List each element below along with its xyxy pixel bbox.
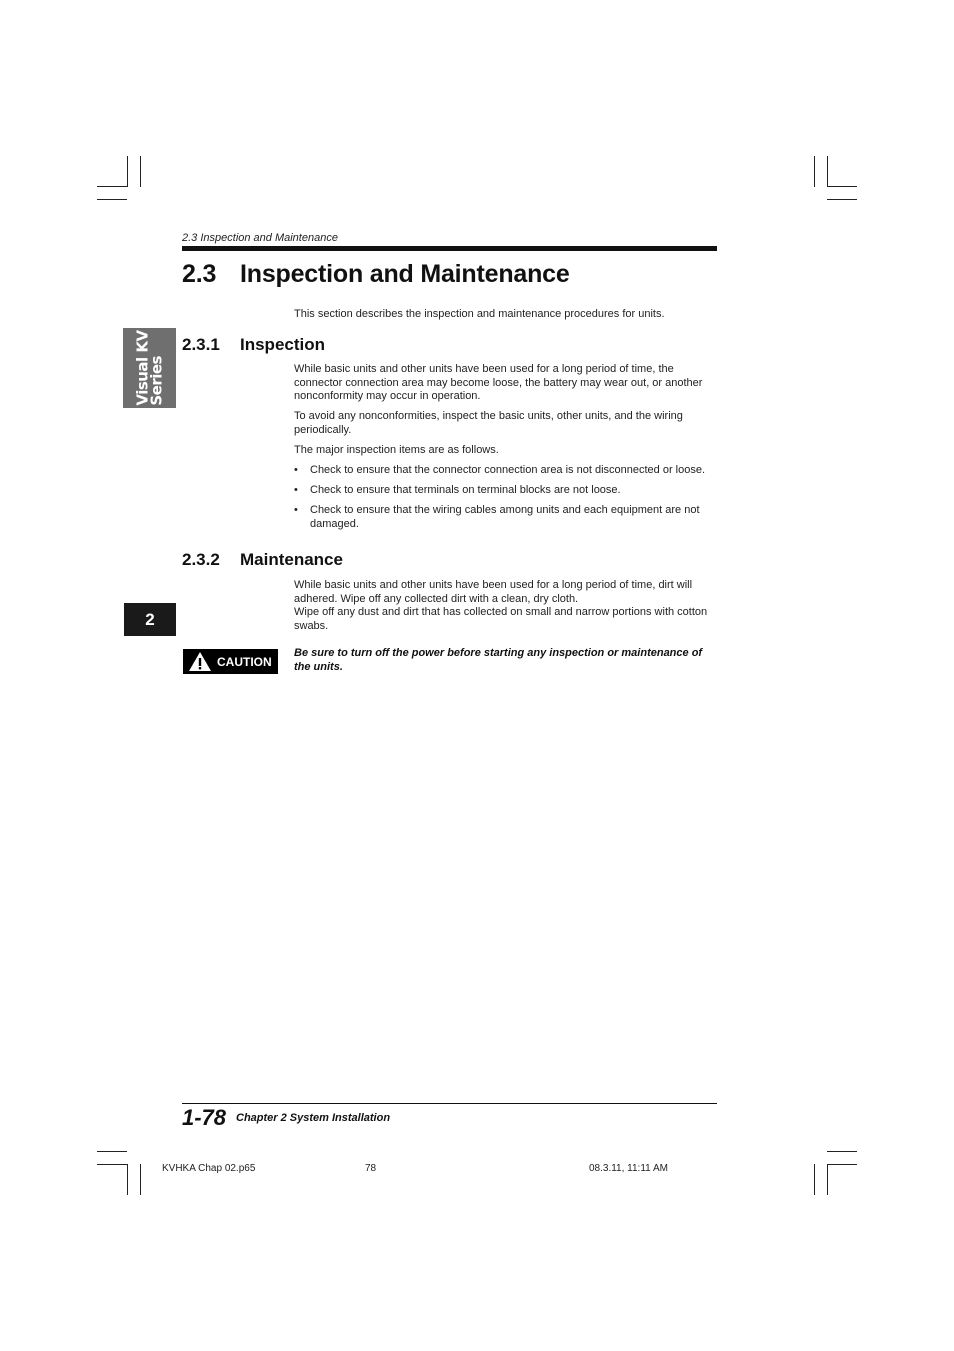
chapter-label: Chapter 2 System Installation: [236, 1112, 391, 1124]
caution-text: Be sure to turn off the power before starting any inspection or maintenance of the units.: [294, 647, 703, 673]
intro-text: This section describes the inspection and maintenance procedures for units.: [294, 308, 665, 320]
bullet-icon: •: [294, 484, 298, 496]
running-head: 2.3 Inspection and Maintenance: [182, 232, 338, 244]
caution-badge: [183, 649, 278, 674]
caution-label: CAUTION: [217, 654, 272, 669]
slug-page: 78: [365, 1163, 377, 1174]
slug-filename: KVHKA Chap 02.p65: [162, 1163, 256, 1174]
side-tab-label: Visual KV Series: [133, 330, 166, 406]
warning-icon: [188, 651, 212, 672]
footer-rule: [182, 1103, 717, 1104]
bullet-icon: •: [294, 504, 298, 516]
header-rule: [182, 246, 717, 251]
section-number: 2.3: [182, 260, 217, 288]
bullet-icon: •: [294, 464, 298, 476]
inspection-paragraph: To avoid any nonconformities, inspect the basic units, other units, and the wiring periodically.: [294, 410, 683, 436]
inspection-paragraph: The major inspection items are as follows.: [294, 444, 499, 456]
list-item: • Check to ensure that terminals on terminal blocks are not loose.: [294, 484, 621, 496]
page-number: 1-78: [182, 1105, 227, 1130]
maintenance-paragraph: While basic units and other units have been used for a long period of time, dirt will adhered. Wipe off any collected dirt with a clean, dry cloth. Wipe off any dust and dirt that has collected on small and narrow portions with cotton swabs.: [294, 579, 708, 632]
inspection-paragraph: While basic units and other units have been used for a long period of time, the connector connection area may become loose, the battery may wear out, or another nonconformity may occur in operation.: [294, 363, 703, 402]
page-title: [182, 260, 570, 289]
section-title: Inspection and Maintenance: [240, 260, 570, 288]
inspection-heading: 2.3.1 Inspection: [182, 335, 326, 354]
chapter-tab: 2: [124, 603, 176, 636]
side-tab: [123, 328, 176, 408]
slug-date: 08.3.11, 11:11 AM: [589, 1163, 668, 1174]
list-item: • Check to ensure that the connector connection area is not disconnected or loose.: [294, 464, 706, 476]
maintenance-heading: 2.3.2 Maintenance: [182, 550, 343, 569]
list-item: • Check to ensure that the wiring cables among units and each equipment are not damaged.: [294, 504, 700, 530]
